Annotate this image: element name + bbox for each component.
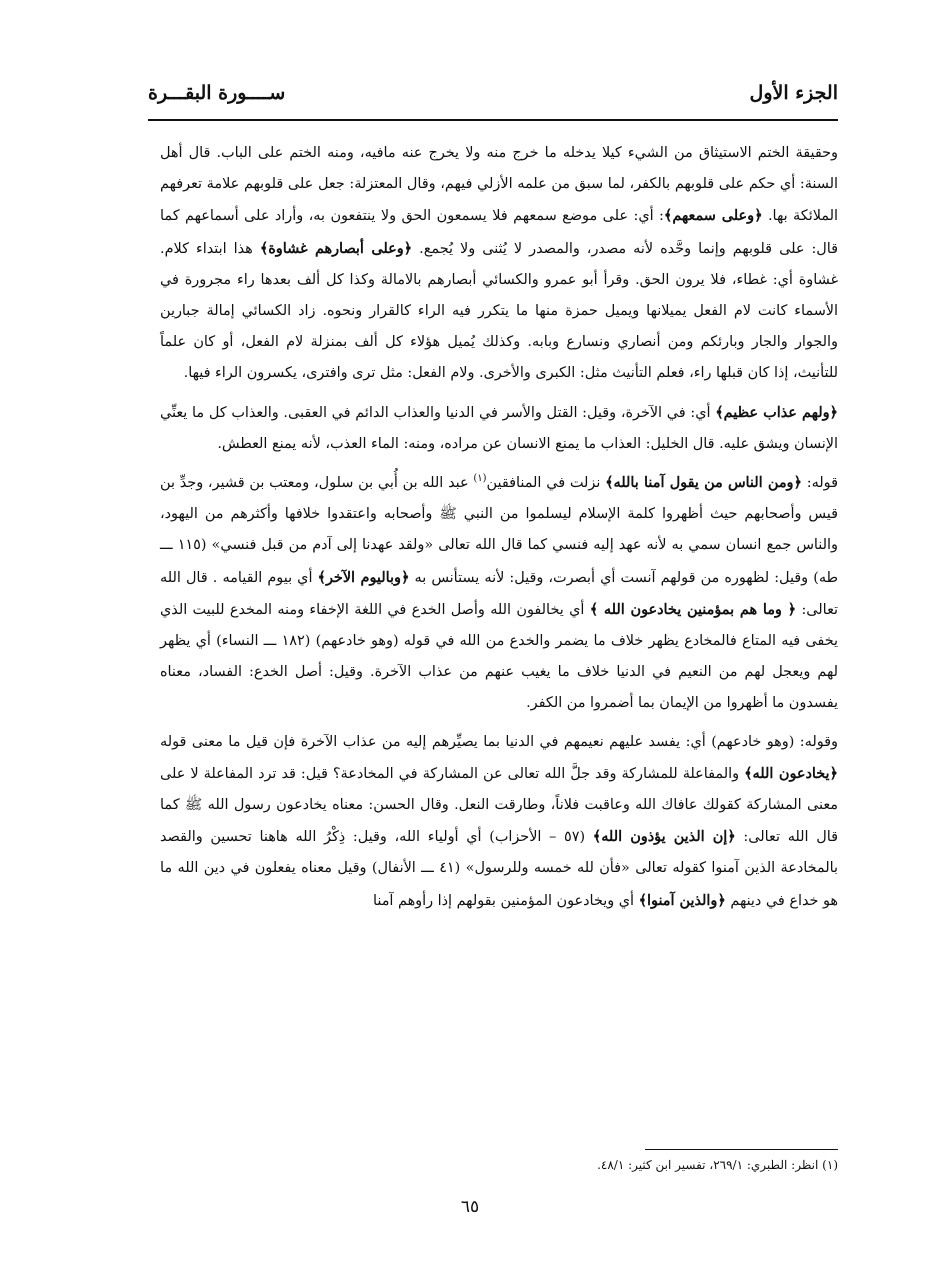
page-number: ٦٥ <box>460 1197 480 1217</box>
header-rule <box>148 119 838 121</box>
quran-quote: ﴿وباليوم الآخر﴾ <box>317 568 410 586</box>
footnote-rule <box>645 1149 838 1150</box>
quran-quote: ﴿ وما هم بمؤمنين يخادعون الله ﴾ <box>589 600 797 618</box>
text-run: هذا ابتداء كلام. غشاوة أي: غطاء، فلا يرون الحق. وقرأ أبو عمرو والكسائي أبصارهم بالامالة وكذا كل ألف بعدها راء مجرورة في الأسماء كانت لام الفعل يميلانها ويميل حمزة منها ما يتكرر فيه الراء كالقرار ونحوه. زاد الكسائي إمالة جبارين والجوار والجار وبارئكم ومن أنصاري ونسارع وبابه. وكذلك يُميل هؤلاء كل ألف بمنزلة لام الفعل، أو كان علماً للتأنيث، إذا كان قبلها راء، فعلم التأنيث مثل: الكبرى والأخرى. ولام الفعل: مثل ترى وافترى، يكسرون الراء فيها. <box>160 240 838 382</box>
text-run: أي بيوم القيامه . قال الله تعالى: <box>160 569 839 618</box>
quran-quote: ﴿ولهم عذاب عظيم﴾ <box>715 403 838 421</box>
surah-title: ســــورة البقـــرة <box>148 82 286 104</box>
quran-quote: ﴿وعلى سمعهم﴾ <box>663 207 763 225</box>
text-run: أي: في الآخرة، وقيل: القتل والأسر في الدنيا والعذاب الدائم في العقبى. والعذاب كل ما يعنِّي الإنسان ويشق عليه. قال الخليل: العذاب ما يمنع الانسان عن مراده، ومنه: الماء العذب، لأنه يمنع العطش. <box>160 404 838 452</box>
paragraph <box>160 727 838 917</box>
text-run: : أي: على موضع سمعهم فلا يسمعون الحق ولا ينتفعون به، وأراد على أسماعهم كما قال: على قلوبهم وإنما وحَّده لأنه مصدر، والمصدر لا يُثنى ولا يُجمع. <box>160 208 839 257</box>
quran-quote: ﴿إن الذين يؤذون الله﴾ <box>592 828 736 846</box>
quran-quote: ﴿يخادعون الله﴾ <box>744 764 838 782</box>
part-title: الجزء الأول <box>749 82 838 104</box>
text-run: قوله: <box>801 475 838 492</box>
text-run: عبد الله بن أُبي بن سلول، ومعتب بن قشير، وجدِّ بن قيس وأصحابهم حيث أظهروا كلمة الإسلام ليسلموا من النبي ﷺ وأصحابه واعتقدوا خلافها وأكثرهم من اليهود، والناس جمع انسان سمي به لأنه عهد إليه فنسي كما قال الله تعالى «ولقد عهدنا إلى آدم من قبل فنسي» (١١٥ ـــ طه) وقيل: لظهوره من قولهم آنست أي أبصرت، وقيل: لأنه يستأنس به <box>160 475 838 586</box>
text-run: (٥٧ – الأحزاب) أي أولياء الله، وقيل: ذِكْرُ الله هاهنا تحسين والقصد بالمخادعة الذين آمنوا كقوله تعالى «فأن لله خمسه وللرسول» (٤١ ـــ الأنفال) وقيل معناه يفعلون في دين الله ما هو خداع في دينهم <box>160 829 838 909</box>
text-run: أي ويخادعون المؤمنين بقولهم إذا رأوهم آمنا <box>372 892 639 909</box>
text-run: وحقيقة الختم الاستيثاق من الشيء كيلا يدخله ما خرج منه ولا يخرج عنه مافيه، ومنه الختم على الباب. قال أهل السنة: أي حكم على قلوبهم بالكفر، لما سبق من علمه الأزلي فيهم، وقال المعتزلة: جعل على قلوبهم علامة تعرفهم الملائكة بها. <box>160 145 839 225</box>
quran-quote: ﴿ومن الناس من يقول آمنا بالله﴾ <box>605 474 802 492</box>
quran-quote: ﴿وعلى أبصارهم غشاوة﴾ <box>259 239 413 257</box>
paragraph <box>160 397 838 460</box>
quran-quote: ﴿والذين آمنوا﴾ <box>638 891 726 909</box>
running-head <box>148 82 838 110</box>
text-run: نزلت في المنافقين <box>486 475 606 492</box>
paragraph <box>160 138 838 390</box>
footnote-marker: (١) <box>473 473 487 485</box>
text-run: أي يخالفون الله وأصل الخدع في اللغة الإخفاء ومنه المخدع للبيت الذي يخفى فيه المتاع فالمخادع يظهر خلاف ما يضمر والخدع من الله في قوله (وهو خادعهم) (١٨٢ ـــ النساء) أي يظهر لهم ويعجل لهم من النعيم في الدنيا خلاف ما يغيب عنهم من عذاب الآخرة. وقيل: أصل الخدع: الفساد، معناه يفسدون ما أظهروا من الإيمان بما أضمروا من الكفر. <box>160 601 838 712</box>
text-run: والمفاعلة للمشاركة وقد جلَّ الله تعالى عن المشاركة في المخادعة؟ قيل: قد ترد المفاعلة لا على معنى المشاركة كقولك عافاك الله وعاقبت فلاناً، وطارقت النعل. وقال الحسن: معناه يخادعون رسول الله ﷺ كما قال الله تعالى: <box>160 765 838 846</box>
text-run: وقوله: (وهو خادعهم) أي: يفسد عليهم نعيمهم في الدنيا بما يصيِّرهم إليه من عذاب الآخرة فإن قيل ما معنى قوله <box>160 733 838 750</box>
footnote: (١) انظر: الطبري: ٢٦٩/١، تفسير ابن كثير: ٤٨/١. <box>597 1158 838 1172</box>
main-text <box>160 138 838 917</box>
paragraph <box>160 467 838 720</box>
